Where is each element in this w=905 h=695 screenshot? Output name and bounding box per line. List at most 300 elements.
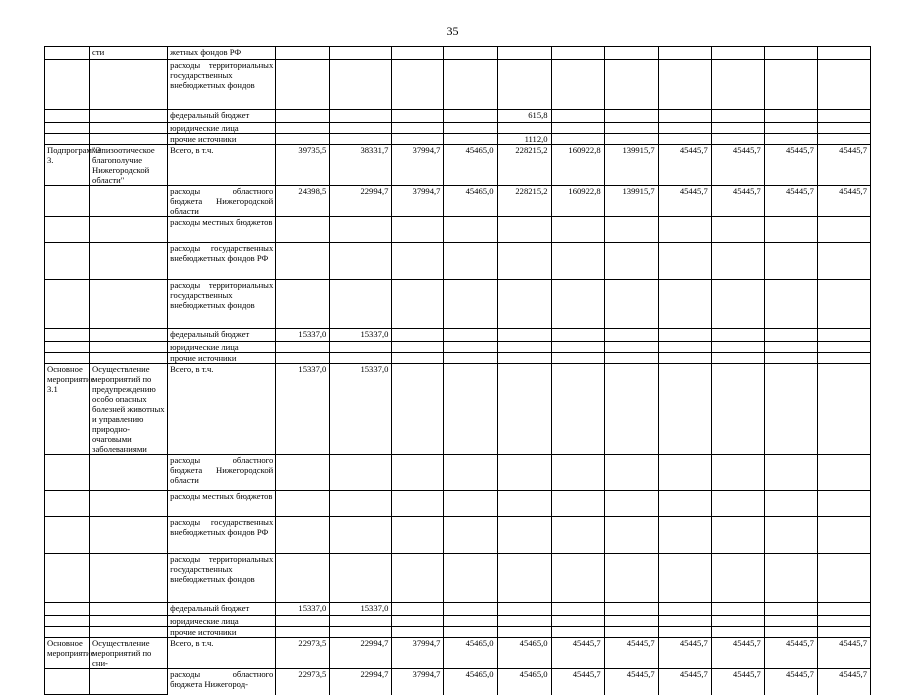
amount-cell — [392, 554, 444, 603]
amount-cell — [444, 554, 497, 603]
amount-cell — [497, 627, 551, 638]
amount-cell — [497, 123, 551, 134]
amount-cell — [711, 47, 764, 60]
funding-table — [44, 46, 871, 695]
amount-cell: 22973,5 — [276, 638, 330, 669]
amount-cell — [551, 217, 604, 243]
amount-cell — [276, 627, 330, 638]
amount-cell — [764, 329, 817, 342]
funding-source-cell: расходы местных бюджетов — [168, 217, 276, 243]
row-level-cell — [45, 217, 90, 243]
table-row — [45, 627, 871, 638]
amount-cell — [711, 603, 764, 616]
amount-cell — [551, 517, 604, 554]
amount-cell — [764, 603, 817, 616]
amount-cell — [711, 60, 764, 110]
funding-source-cell: прочие источники — [168, 627, 276, 638]
funding-source-cell: федеральный бюджет — [168, 603, 276, 616]
amount-cell — [444, 455, 497, 491]
amount-cell — [604, 455, 658, 491]
amount-cell — [497, 517, 551, 554]
amount-cell: 139915,7 — [604, 186, 658, 217]
amount-cell — [392, 280, 444, 329]
amount-cell — [658, 364, 711, 455]
amount-cell: 22994,7 — [330, 638, 392, 669]
amount-cell — [604, 329, 658, 342]
amount-cell — [658, 134, 711, 145]
funding-source-cell: расходы областного бюджета Нижегородской области — [168, 455, 276, 491]
amount-cell — [764, 123, 817, 134]
amount-cell — [817, 342, 870, 353]
amount-cell: 15337,0 — [276, 603, 330, 616]
funding-source-cell: Всего, в т.ч. — [168, 145, 276, 186]
amount-cell — [764, 364, 817, 455]
amount-cell — [604, 110, 658, 123]
amount-cell — [604, 342, 658, 353]
amount-cell: 45445,7 — [817, 145, 870, 186]
amount-cell — [604, 217, 658, 243]
row-name-cell — [90, 554, 168, 603]
amount-cell — [330, 353, 392, 364]
amount-cell — [392, 123, 444, 134]
table-row — [45, 364, 871, 455]
amount-cell — [497, 329, 551, 342]
amount-cell — [551, 280, 604, 329]
amount-cell — [330, 517, 392, 554]
row-name-cell — [90, 217, 168, 243]
row-name-cell — [90, 280, 168, 329]
row-level-cell — [45, 47, 90, 60]
funding-source-cell: расходы государственных внебюджетных фондов РФ — [168, 517, 276, 554]
amount-cell — [711, 554, 764, 603]
amount-cell — [551, 616, 604, 627]
amount-cell — [392, 455, 444, 491]
amount-cell — [658, 554, 711, 603]
table-row — [45, 47, 871, 60]
amount-cell — [392, 217, 444, 243]
row-name-cell — [90, 342, 168, 353]
amount-cell — [330, 123, 392, 134]
funding-source-cell: юридические лица — [168, 123, 276, 134]
amount-cell — [658, 47, 711, 60]
amount-cell: 160922,8 — [551, 145, 604, 186]
amount-cell: 45445,7 — [817, 186, 870, 217]
amount-cell — [392, 616, 444, 627]
amount-cell — [658, 603, 711, 616]
amount-cell — [658, 329, 711, 342]
amount-cell — [658, 455, 711, 491]
amount-cell — [711, 110, 764, 123]
row-level-cell: Подпрограмма 3. — [45, 145, 90, 186]
funding-source-cell: расходы территориальных государственных внебюджетных фондов — [168, 60, 276, 110]
funding-source-cell: федеральный бюджет — [168, 329, 276, 342]
amount-cell — [658, 353, 711, 364]
amount-cell: 15337,0 — [330, 603, 392, 616]
amount-cell — [817, 554, 870, 603]
table-row — [45, 353, 871, 364]
amount-cell — [658, 342, 711, 353]
amount-cell: 228215,2 — [497, 186, 551, 217]
amount-cell — [551, 455, 604, 491]
amount-cell — [604, 517, 658, 554]
amount-cell — [711, 280, 764, 329]
amount-cell — [444, 517, 497, 554]
amount-cell — [392, 517, 444, 554]
amount-cell: 45445,7 — [658, 145, 711, 186]
row-level-cell — [45, 603, 90, 616]
amount-cell: 45465,0 — [497, 638, 551, 669]
amount-cell — [330, 280, 392, 329]
row-level-cell: Основное мероприятие 3.1 — [45, 364, 90, 455]
funding-source-cell: Всего, в т.ч. — [168, 364, 276, 455]
amount-cell: 37994,7 — [392, 669, 444, 695]
table-row — [45, 110, 871, 123]
table-row — [45, 669, 871, 695]
amount-cell: 45445,7 — [658, 186, 711, 217]
row-name-cell — [90, 353, 168, 364]
table-row — [45, 217, 871, 243]
amount-cell — [551, 554, 604, 603]
row-name-cell — [90, 517, 168, 554]
amount-cell — [817, 280, 870, 329]
row-level-cell — [45, 123, 90, 134]
amount-cell: 24398,5 — [276, 186, 330, 217]
row-level-cell — [45, 342, 90, 353]
amount-cell: 45465,0 — [497, 669, 551, 695]
amount-cell: 45445,7 — [711, 638, 764, 669]
amount-cell — [392, 60, 444, 110]
amount-cell — [497, 280, 551, 329]
amount-cell — [392, 627, 444, 638]
table-row — [45, 616, 871, 627]
amount-cell: 228215,2 — [497, 145, 551, 186]
row-level-cell — [45, 329, 90, 342]
row-level-cell: Основное мероприятие — [45, 638, 90, 669]
amount-cell — [276, 342, 330, 353]
amount-cell — [392, 243, 444, 280]
amount-cell — [276, 353, 330, 364]
amount-cell — [497, 554, 551, 603]
amount-cell — [276, 110, 330, 123]
amount-cell — [604, 134, 658, 145]
table-row — [45, 60, 871, 110]
amount-cell — [330, 60, 392, 110]
amount-cell — [497, 47, 551, 60]
table-row — [45, 329, 871, 342]
funding-source-cell: расходы территориальных государственных внебюджетных фондов — [168, 554, 276, 603]
amount-cell — [392, 110, 444, 123]
amount-cell: 45445,7 — [658, 669, 711, 695]
amount-cell: 160922,8 — [551, 186, 604, 217]
amount-cell — [392, 364, 444, 455]
amount-cell — [764, 491, 817, 517]
amount-cell — [764, 517, 817, 554]
amount-cell — [330, 554, 392, 603]
amount-cell — [711, 491, 764, 517]
amount-cell — [764, 60, 817, 110]
amount-cell — [330, 455, 392, 491]
table-row — [45, 243, 871, 280]
amount-cell — [444, 603, 497, 616]
amount-cell — [276, 554, 330, 603]
amount-cell — [764, 554, 817, 603]
amount-cell: 39735,5 — [276, 145, 330, 186]
amount-cell — [551, 353, 604, 364]
amount-cell — [711, 364, 764, 455]
row-level-cell — [45, 134, 90, 145]
amount-cell — [497, 491, 551, 517]
amount-cell — [497, 364, 551, 455]
amount-cell — [392, 353, 444, 364]
amount-cell — [330, 342, 392, 353]
amount-cell — [444, 47, 497, 60]
amount-cell — [604, 554, 658, 603]
amount-cell — [444, 134, 497, 145]
amount-cell — [817, 491, 870, 517]
row-name-cell — [90, 60, 168, 110]
amount-cell — [444, 353, 497, 364]
amount-cell — [817, 47, 870, 60]
amount-cell — [497, 243, 551, 280]
amount-cell — [711, 217, 764, 243]
row-name-cell — [90, 186, 168, 217]
amount-cell — [764, 110, 817, 123]
amount-cell: 45445,7 — [764, 669, 817, 695]
row-level-cell — [45, 110, 90, 123]
table-row — [45, 554, 871, 603]
amount-cell — [551, 603, 604, 616]
table-row — [45, 145, 871, 186]
amount-cell — [764, 455, 817, 491]
amount-cell — [276, 491, 330, 517]
funding-source-cell: расходы государственных внебюджетных фондов РФ — [168, 243, 276, 280]
row-level-cell — [45, 60, 90, 110]
amount-cell — [817, 616, 870, 627]
amount-cell — [764, 627, 817, 638]
amount-cell — [392, 491, 444, 517]
amount-cell: 37994,7 — [392, 145, 444, 186]
row-level-cell — [45, 616, 90, 627]
amount-cell — [604, 123, 658, 134]
amount-cell — [711, 616, 764, 627]
amount-cell — [711, 134, 764, 145]
amount-cell: 45465,0 — [444, 669, 497, 695]
amount-cell — [444, 60, 497, 110]
amount-cell — [551, 110, 604, 123]
amount-cell — [497, 603, 551, 616]
amount-cell: 45445,7 — [551, 638, 604, 669]
row-name-cell — [90, 455, 168, 491]
funding-source-cell: жетных фондов РФ — [168, 47, 276, 60]
amount-cell — [276, 47, 330, 60]
amount-cell — [764, 217, 817, 243]
amount-cell — [817, 243, 870, 280]
funding-source-cell: прочие источники — [168, 134, 276, 145]
row-level-cell — [45, 627, 90, 638]
amount-cell: 45465,0 — [444, 638, 497, 669]
amount-cell — [330, 243, 392, 280]
table-row — [45, 280, 871, 329]
amount-cell — [330, 47, 392, 60]
amount-cell — [711, 627, 764, 638]
amount-cell — [330, 616, 392, 627]
funding-source-cell: расходы областного бюджета Нижегородской области — [168, 186, 276, 217]
amount-cell — [711, 353, 764, 364]
amount-cell — [711, 329, 764, 342]
page-number: 35 — [446, 24, 459, 38]
amount-cell — [392, 134, 444, 145]
amount-cell — [330, 627, 392, 638]
amount-cell — [551, 134, 604, 145]
amount-cell — [604, 491, 658, 517]
amount-cell: 45445,7 — [817, 638, 870, 669]
amount-cell — [604, 627, 658, 638]
row-name-cell — [90, 627, 168, 638]
amount-cell: 139915,7 — [604, 145, 658, 186]
amount-cell — [551, 60, 604, 110]
amount-cell — [444, 123, 497, 134]
amount-cell — [817, 329, 870, 342]
amount-cell — [444, 243, 497, 280]
amount-cell: 37994,7 — [392, 186, 444, 217]
row-level-cell — [45, 491, 90, 517]
amount-cell — [658, 110, 711, 123]
amount-cell — [817, 60, 870, 110]
row-name-cell — [90, 243, 168, 280]
amount-cell — [276, 616, 330, 627]
row-name-cell — [90, 134, 168, 145]
table-row — [45, 342, 871, 353]
amount-cell — [276, 243, 330, 280]
table-row — [45, 134, 871, 145]
amount-cell — [604, 353, 658, 364]
amount-cell — [392, 47, 444, 60]
amount-cell — [276, 455, 330, 491]
amount-cell — [817, 123, 870, 134]
amount-cell — [817, 110, 870, 123]
amount-cell — [604, 47, 658, 60]
amount-cell: 45445,7 — [764, 186, 817, 217]
amount-cell — [444, 329, 497, 342]
funding-source-cell: федеральный бюджет — [168, 110, 276, 123]
table-body — [45, 47, 871, 695]
amount-cell: 15337,0 — [276, 364, 330, 455]
amount-cell: 38331,7 — [330, 145, 392, 186]
amount-cell — [551, 329, 604, 342]
amount-cell: 15337,0 — [330, 329, 392, 342]
amount-cell — [764, 280, 817, 329]
amount-cell: 615,8 — [497, 110, 551, 123]
row-name-cell — [90, 491, 168, 517]
amount-cell — [392, 603, 444, 616]
amount-cell: 22994,7 — [330, 669, 392, 695]
row-name-cell — [90, 603, 168, 616]
amount-cell — [497, 353, 551, 364]
amount-cell — [551, 47, 604, 60]
amount-cell: 22994,7 — [330, 186, 392, 217]
amount-cell — [658, 627, 711, 638]
amount-cell: 45445,7 — [817, 669, 870, 695]
table-row — [45, 455, 871, 491]
amount-cell — [764, 353, 817, 364]
amount-cell: 22973,5 — [276, 669, 330, 695]
amount-cell — [764, 134, 817, 145]
amount-cell — [497, 342, 551, 353]
amount-cell — [551, 491, 604, 517]
table-row — [45, 603, 871, 616]
amount-cell — [817, 364, 870, 455]
amount-cell — [444, 491, 497, 517]
amount-cell — [711, 342, 764, 353]
amount-cell — [276, 134, 330, 145]
funding-source-cell: расходы областного бюджета Нижегород- — [168, 669, 276, 695]
row-level-cell — [45, 186, 90, 217]
amount-cell — [604, 616, 658, 627]
amount-cell — [392, 342, 444, 353]
amount-cell: 45445,7 — [764, 638, 817, 669]
row-name-cell: Осуществление мероприятий по сни- — [90, 638, 168, 669]
amount-cell — [711, 243, 764, 280]
amount-cell — [711, 123, 764, 134]
row-name-cell — [90, 669, 168, 695]
amount-cell: 45465,0 — [444, 145, 497, 186]
row-level-cell — [45, 554, 90, 603]
row-name-cell: "Эпизоотическое благополучие Нижегородской области" — [90, 145, 168, 186]
amount-cell — [497, 616, 551, 627]
funding-source-cell: прочие источники — [168, 353, 276, 364]
table-row — [45, 491, 871, 517]
amount-cell — [330, 110, 392, 123]
funding-source-cell: юридические лица — [168, 616, 276, 627]
amount-cell — [497, 455, 551, 491]
row-level-cell — [45, 455, 90, 491]
amount-cell — [444, 342, 497, 353]
amount-cell — [604, 364, 658, 455]
row-level-cell — [45, 353, 90, 364]
amount-cell — [551, 364, 604, 455]
amount-cell: 15337,0 — [276, 329, 330, 342]
row-name-cell: Осуществление мероприятий по предупреждению особо опасных болезней животных и управлению природно-очаговыми заболеваниями — [90, 364, 168, 455]
row-name-cell — [90, 110, 168, 123]
amount-cell — [658, 123, 711, 134]
amount-cell — [276, 217, 330, 243]
row-level-cell — [45, 243, 90, 280]
amount-cell — [711, 455, 764, 491]
amount-cell — [764, 243, 817, 280]
table-row — [45, 123, 871, 134]
amount-cell — [330, 491, 392, 517]
amount-cell — [817, 134, 870, 145]
amount-cell — [604, 603, 658, 616]
amount-cell: 45445,7 — [658, 638, 711, 669]
amount-cell — [330, 217, 392, 243]
row-name-cell — [90, 616, 168, 627]
amount-cell — [444, 110, 497, 123]
amount-cell — [817, 627, 870, 638]
table-row — [45, 517, 871, 554]
amount-cell — [444, 280, 497, 329]
row-level-cell — [45, 669, 90, 695]
amount-cell — [551, 243, 604, 280]
amount-cell — [658, 491, 711, 517]
amount-cell — [444, 364, 497, 455]
amount-cell: 45465,0 — [444, 186, 497, 217]
row-level-cell — [45, 517, 90, 554]
amount-cell — [276, 517, 330, 554]
amount-cell — [444, 627, 497, 638]
amount-cell — [497, 60, 551, 110]
amount-cell — [551, 123, 604, 134]
